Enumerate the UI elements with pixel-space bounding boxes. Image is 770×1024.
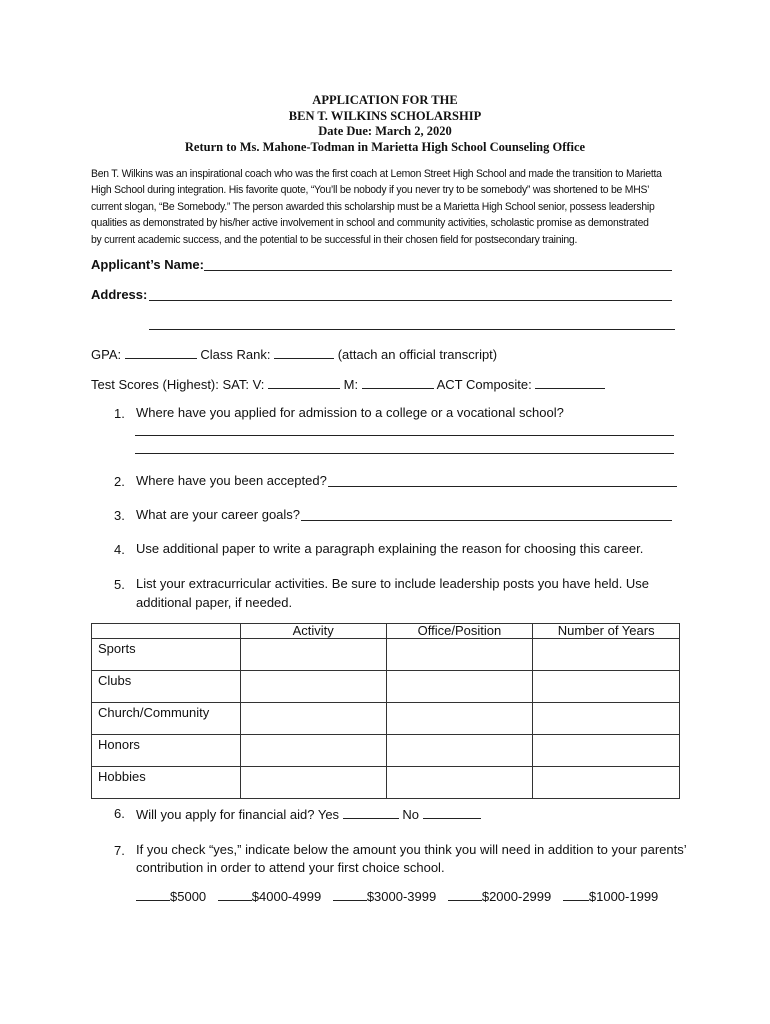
table-row [92, 639, 680, 671]
intro-line: Ben T. Wilkins was an inspirational coach who was the first coach at Lemon Street High School and made the transition to Marietta [91, 168, 662, 180]
sat-math-label: M: [343, 377, 359, 392]
table-cell-office[interactable] [386, 639, 533, 671]
class-rank-field[interactable] [274, 346, 334, 359]
financial-aid-no-field[interactable] [423, 806, 481, 819]
row-label-clubs: Clubs [92, 671, 241, 703]
applicant-name-field[interactable] [204, 270, 672, 271]
intro-paragraph [91, 166, 691, 248]
table-row [92, 735, 680, 767]
activities-table [91, 623, 680, 799]
address-field-line1[interactable] [149, 300, 672, 301]
question-4-text: Use additional paper to write a paragraph explaining the reason for choosing this career. [136, 541, 644, 556]
question-number: 6. [114, 806, 125, 821]
amount-option-label: $4000-4999 [251, 889, 322, 904]
table-row [92, 767, 680, 799]
sat-verbal-field[interactable] [268, 376, 340, 389]
header-due-date: Date Due: March 2, 2020 [318, 124, 452, 138]
question-5-text-line2: additional paper, if needed. [136, 595, 293, 610]
act-label: ACT Composite: [436, 377, 532, 392]
table-cell-years[interactable] [533, 639, 680, 671]
transcript-note: (attach an official transcript) [337, 347, 498, 362]
sat-math-field[interactable] [362, 376, 434, 389]
table-cell-activity[interactable] [240, 767, 386, 799]
question-number: 5. [114, 577, 125, 592]
header-scholarship-name: BEN T. WILKINS SCHOLARSHIP [288, 108, 482, 123]
table-row [92, 671, 680, 703]
applicant-name-label: Applicant’s Name: [91, 257, 204, 272]
table-cell-office[interactable] [386, 703, 533, 735]
gpa-row [91, 346, 497, 363]
row-label-honors: Honors [92, 735, 241, 767]
gpa-field[interactable] [125, 346, 197, 359]
question-1-answer-line1[interactable] [135, 435, 674, 436]
question-2-text: Where have you been accepted? [136, 473, 327, 488]
intro-line: qualities as demonstrated by his/her active involvement in school and community activities, scholastic promise as demonstrated [91, 217, 649, 230]
table-cell-years[interactable] [533, 703, 680, 735]
intro-line: current slogan, “Be Somebody.” The person awarded this scholarship must be a Marietta High School senior, possess leadership [91, 200, 655, 213]
question-number: 1. [114, 406, 125, 421]
amount-option-label: $5000 [170, 889, 207, 904]
question-number: 4. [114, 542, 125, 557]
question-1-text: Where have you applied for admission to a college or a vocational school? [136, 405, 564, 420]
amount-3000-3999-field[interactable] [333, 888, 367, 901]
amount-2000-2999-field[interactable] [448, 888, 482, 901]
form-header [0, 93, 770, 155]
amount-5000-field[interactable] [136, 888, 170, 901]
question-number: 7. [114, 843, 125, 858]
question-3-answer-line[interactable] [301, 520, 672, 521]
row-label-hobbies: Hobbies [92, 767, 241, 799]
question-number: 3. [114, 508, 125, 523]
header-title: APPLICATION FOR THE [312, 93, 458, 107]
amount-1000-1999-field[interactable] [563, 888, 589, 901]
test-scores-row [91, 376, 605, 393]
question-3-text: What are your career goals? [136, 507, 301, 522]
amount-option-label: $1000-1999 [588, 889, 659, 904]
header-return-instructions: Return to Ms. Mahone-Todman in Marietta High School Counseling Office [184, 139, 586, 154]
table-header-row [92, 624, 680, 639]
amount-option-label: $3000-3999 [366, 889, 437, 904]
table-cell-years[interactable] [533, 671, 680, 703]
intro-line: by current academic success, and the potential to be successful in their chosen field for postsecondary training. [91, 233, 578, 246]
class-rank-label: Class Rank: [200, 347, 271, 362]
question-6-row [136, 806, 481, 823]
financial-aid-yes-field[interactable] [343, 806, 399, 819]
table-cell-activity[interactable] [240, 735, 386, 767]
table-cell-years[interactable] [533, 767, 680, 799]
table-cell-activity[interactable] [240, 703, 386, 735]
test-scores-label: Test Scores (Highest): SAT: V: [91, 377, 265, 392]
table-cell-years[interactable] [533, 735, 680, 767]
table-cell-office[interactable] [386, 767, 533, 799]
intro-line: High School during integration. His favorite quote, “You’ll be nobody if you never try to be somebody” was shortened to be MHS’ [91, 184, 650, 197]
amount-option-label: $2000-2999 [481, 889, 552, 904]
table-header-category [92, 624, 241, 639]
question-7-text-line1: If you check “yes,” indicate below the amount you think you will need in addition to your parents’ [136, 842, 687, 857]
table-header-years: Number of Years [533, 624, 680, 639]
table-cell-office[interactable] [386, 735, 533, 767]
table-cell-activity[interactable] [240, 639, 386, 671]
table-header-office: Office/Position [386, 624, 533, 639]
row-label-church-community: Church/Community [92, 703, 241, 735]
question-2-answer-line[interactable] [328, 486, 677, 487]
table-cell-office[interactable] [386, 671, 533, 703]
amount-4000-4999-field[interactable] [218, 888, 252, 901]
question-7-text-line2: contribution in order to attend your first choice school. [136, 860, 445, 875]
address-field-line2[interactable] [149, 329, 675, 330]
financial-aid-no-label: No [402, 807, 419, 822]
amount-options [136, 888, 658, 905]
question-6-text: Will you apply for financial aid? Yes [136, 807, 340, 822]
question-1-answer-line2[interactable] [135, 453, 674, 454]
gpa-label: GPA: [91, 347, 122, 362]
table-header-activity: Activity [240, 624, 386, 639]
row-label-sports: Sports [92, 639, 241, 671]
question-number: 2. [114, 474, 125, 489]
act-composite-field[interactable] [535, 376, 605, 389]
table-row [92, 703, 680, 735]
question-5-text-line1: List your extracurricular activities. Be sure to include leadership posts you have held. Use [136, 576, 650, 591]
table-cell-activity[interactable] [240, 671, 386, 703]
address-label: Address: [91, 287, 148, 302]
